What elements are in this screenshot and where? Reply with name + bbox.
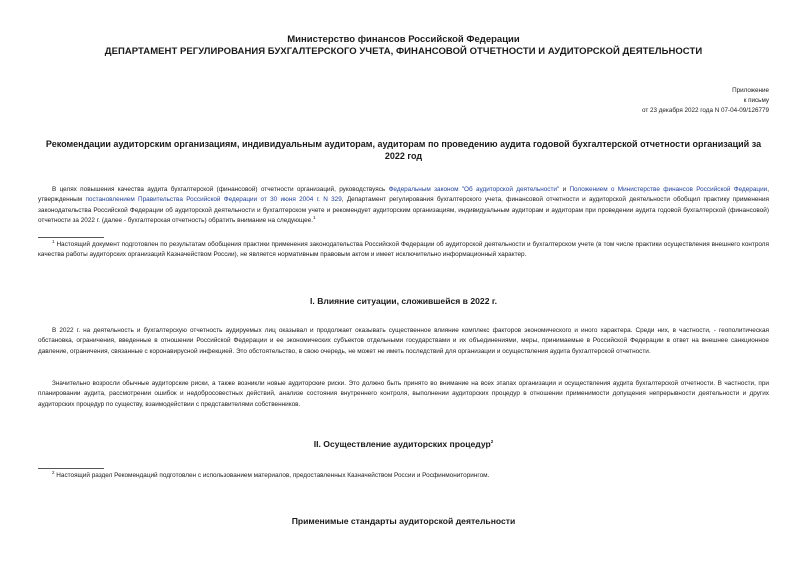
footnote-1: $^1$ Настоящий документ подготовлен по результатам обобщения практики применения законодательства Российской Федерации об аудиторской деятельности и бухгалтерском учете (в том числе практики осуществления внешнего контроля качества работы аудиторских организаций Казначейством России), не является нормативным правовым актом и имеет исключительно информационный характер. [38,238,769,259]
section-2-heading: II. Осуществление аудиторских процедур$^2$ [313,439,494,449]
department-name: ДЕПАРТАМЕНТ РЕГУЛИРОВАНИЯ БУХГАЛТЕРСКОГО УЧЕТА, ФИНАНСОВОЙ ОТЧЕТНОСТИ И АУДИТОРСКОЙ ДЕЯТЕЛЬНОСТИ [104,46,703,57]
intro-paragraph: В целях повышения качества аудита бухгалтерской (финансовой) отчетности организаций, руководствуясь Федеральным законом "Об аудиторской деятельности" и Положением о Министерстве финансов Российской Федерации, утвержденным постановлением Правительства Российской Федерации от 30 июня 2004 г. N 329, Департамент регулирования бухгалтерского учета, финансовой отчетности и аудиторской деятельности обобщил практику применения законодательства Российской Федерации об аудиторской деятельности и бухгалтерском учете и рекомендует аудиторским организациям, индивидуальным аудиторам и аудиторам при проведении аудита годовой бухгалтерской (финансовой) отчетности за 2022 г. (далее - бухгалтерская отчетность) обратить внимание на следующее.$^1$ [38,186,770,224]
appendix-line2: к письму [743,97,769,104]
document-title: Рекомендации аудиторским организациям, индивидуальным аудиторам, аудиторам по проведению аудита годовой бухгалтерской отчетности организаций за 2022 год [45,139,762,161]
ministry-name: Министерство финансов Российской Федерации [287,34,520,45]
footnote-ref-2[interactable]: 2 [490,439,494,445]
footnote-divider-2 [38,468,104,469]
footnote-2: $^2$ Настоящий раздел Рекомендаций подготовлен с использованием материалов, предоставленных Казначейством России и Росфинмониторингом. [52,469,490,479]
appendix-line3: от 23 декабря 2022 года N 07-04-09/126779 [642,107,769,114]
subsection-heading: Применимые стандарты аудиторской деятельности [291,516,516,526]
section-1-paragraph-1: В 2022 г. на деятельность и бухгалтерскую отчетность аудируемых лиц оказывал и продолжает оказывать существенное влияние комплекс факторов экономического и иного характера. Среди них, в частности, - геополитическая обстановка, ограничения, введенные в отношении Российской Федерации и ее экономических субъектов отдельными государствами и их объединениями, меры, принимаемые в Российской Федерации в ответ на внешнее санкционное давление, ограничения, связанные с коронавирусной инфекцией. Это обстоятельство, в свою очередь, не может не иметь последствий для организации и осуществления аудита бухгалтерской отчетности. [38,327,769,355]
appendix-block [642,86,769,116]
government-decree-link[interactable]: постановлением Правительства Российской Федерации от 30 июня 2004 г. N 329 [85,196,342,204]
section-1-heading: I. Влияние ситуации, сложившейся в 2022 г. [310,296,497,306]
footnote-1-mark: 1 [52,238,55,244]
federal-law-link[interactable]: Федеральным законом "Об аудиторской деятельности" [388,186,560,193]
section-1-paragraph-2: Значительно возросли обычные аудиторские риски, а также возникли новые аудиторские риски. Это должно быть принято во внимание на всех этапах организации и осуществления аудита бухгалтерской отчетности. В частности, при планировании аудита, рассмотрении ошибок и недобросовестных действий, анализе состояния внутреннего контроля, выполнении аудиторских процедур в отношении применимости допущения непрерывности деятельности и других аудиторских процедур по существу, взаимодействии с представителями собственников. [38,380,769,408]
footnote-ref-1[interactable]: 1 [312,214,316,220]
appendix-line1: Приложение [732,87,769,94]
ministry-regulation-link[interactable]: Положением о Министерстве финансов Российской Федерации [569,186,768,193]
footnote-divider [38,237,104,238]
footnote-2-mark: 2 [52,469,55,475]
